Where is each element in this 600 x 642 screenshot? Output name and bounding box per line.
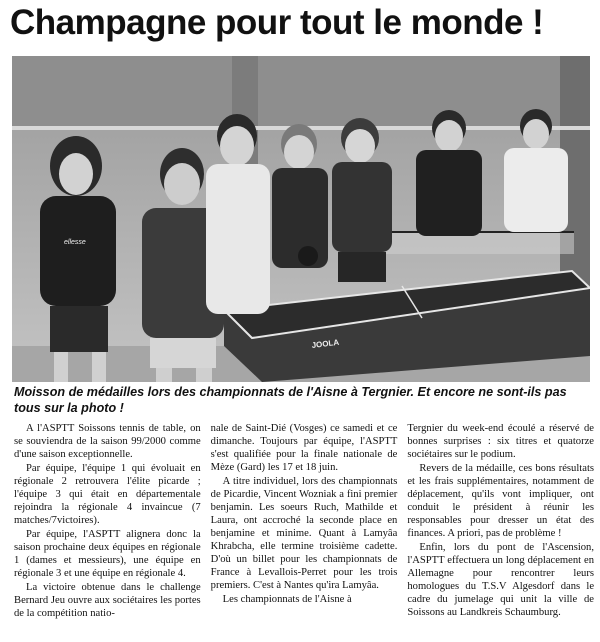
article-paragraph: A titre individuel, lors des championnats de Picardie, Vincent Wozniak a fini premier benjamin. Les soeurs Ruch, Mathilde et Laura, ont accroché la seconde place en benjamine et minime. Quant à Lamyâa Khrabcha, elle termine troisième cadette. D'où un billet pour les championnats de France à Levallois-Perret pour les trois premiers. C'est à Nantes qu'ira Lamyâa. [210, 476, 398, 591]
article-paragraph: Tergnier du week-end écoulé a réservé de bonnes surprises : six titres et quatorze sociétaires sur le podium. [407, 423, 595, 460]
team-photo [12, 56, 590, 382]
photo-caption: Moisson de médailles lors des championnats de l'Aisne à Tergnier. Et encore ne sont-ils pas tous sur la photo ! [14, 385, 567, 415]
headline: Champagne pour tout le monde ! [10, 3, 544, 42]
article-column-3 [407, 422, 594, 642]
article-paragraph: A l'ASPTT Soissons tennis de table, on se souviendra de la saison 99/2000 comme d'une saison exceptionnelle. [14, 423, 201, 460]
article-paragraph: La victoire obtenue dans le challenge Bernard Jeu ouvre aux sociétaires les portes de la compétition natio- [14, 582, 201, 619]
article-paragraph: nale de Saint-Dié (Vosges) ce samedi et ce dimanche. Toujours par équipe, l'ASPTT s'est qualifiée pour la finale nationale de Mèze (Gard) les 17 et 18 juin. [210, 423, 398, 473]
article-body [14, 422, 594, 642]
article-paragraph: Par équipe, l'ASPTT alignera donc la saison prochaine deux équipes en régionale 1 (dames et messieurs), une équipe en régionale 3 et une équipe en régionale 4. [14, 529, 201, 579]
article-column-1 [14, 422, 201, 642]
article-column-2 [211, 422, 398, 642]
article-paragraph: Enfin, lors du pont de l'Ascension, l'ASPTT effectuera un long déplacement en Allemagne pour rencontrer leurs homologues du T.S.V Algesdorf dans le cadre du jumelage qui unit la ville de Soissons au Landkreis Schaumburg. [407, 542, 595, 618]
article-paragraph: Les championnats de l'Aisne à [222, 594, 352, 605]
article-paragraph: Par équipe, l'équipe 1 qui évoluait en régionale 2 retrouvera l'élite picarde ; l'équipe 3 qui était en départementale rejoindra la régionale 4 invaincue (7 matches/7victoires). [14, 463, 201, 526]
table-brand-label: JOOLA [311, 337, 340, 350]
article-paragraph: Revers de la médaille, ces bons résultats et les frais supplémentaires, notamment de déplacement, qu'ils vont impliquer, ont conduit le président à réunir les responsables pour dresser un état des finances. A priori, pas de problème ! [407, 463, 595, 539]
shirt-logo: ellesse [64, 239, 86, 246]
